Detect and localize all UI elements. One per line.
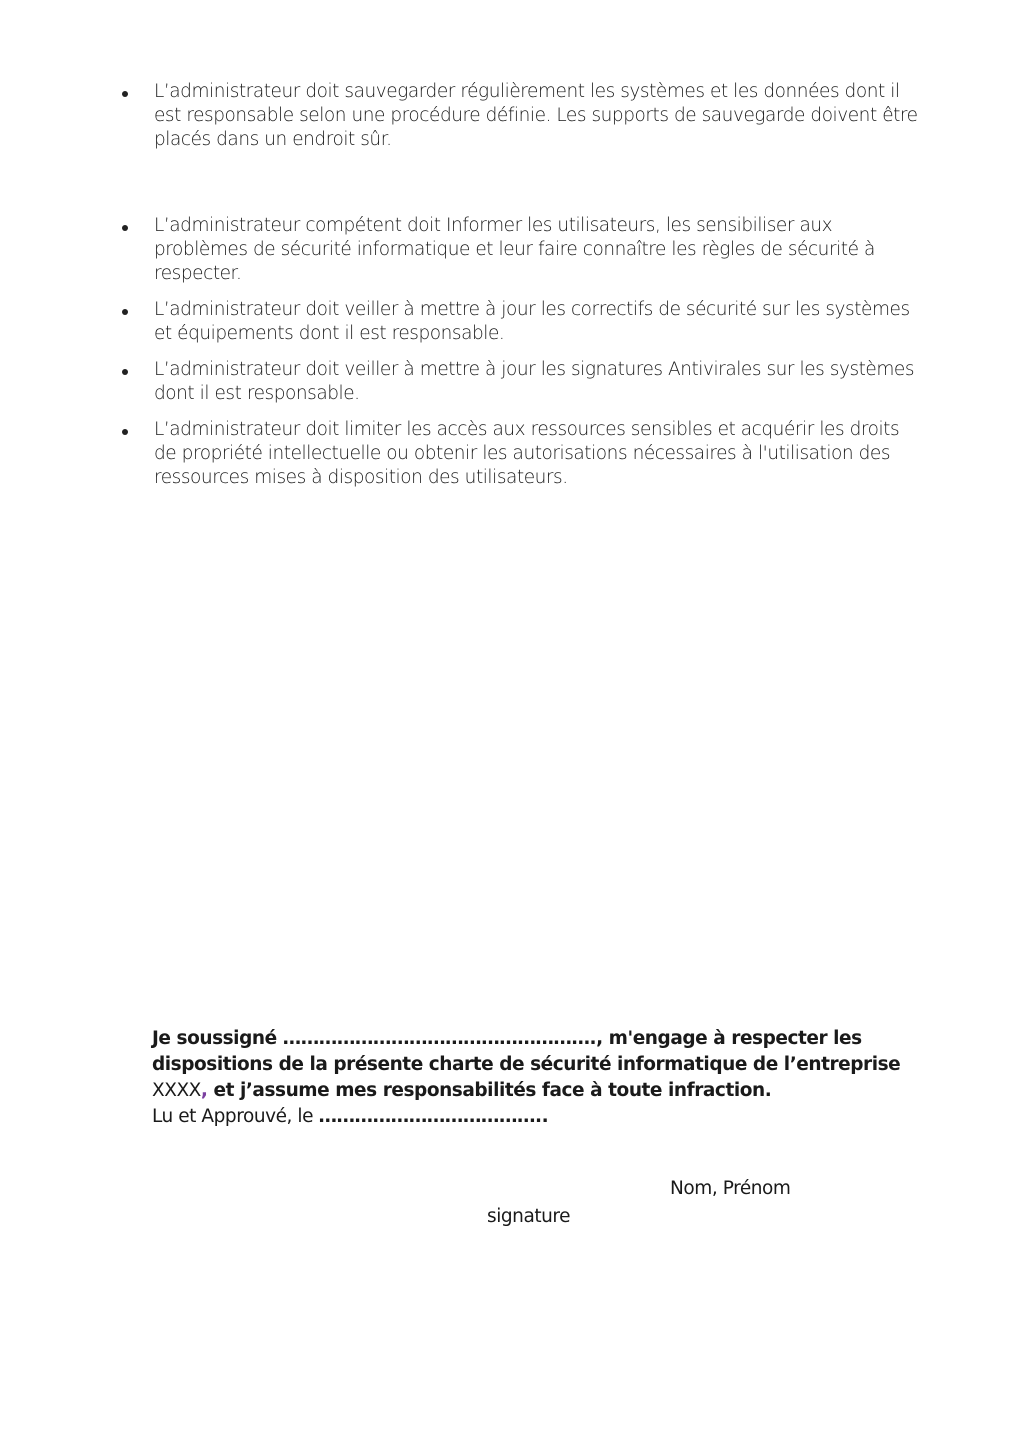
bullet-icon: [122, 225, 128, 231]
pledge-text-part1: Je soussigné ……………………………………………., m'engage à respecter les dispositions de la présente charte de sécurité informatique de l’entreprise: [152, 1028, 901, 1075]
pledge-comma: ,: [200, 1080, 208, 1101]
name-label: Nom, Prénom: [670, 1178, 791, 1199]
list-item-text: L’administrateur doit limiter les accès aux ressources sensibles et acquérir les droits de propriété intellectuelle ou obtenir les autorisations nécessaires à l'utilisation des ressources mises à disposition des utilisateurs.: [154, 419, 900, 488]
list-item-text: L’administrateur doit veiller à mettre à jour les signatures Antivirales sur les systèmes dont il est responsable.: [154, 359, 915, 404]
list-item-text: L’administrateur compétent doit Informer les utilisateurs, les sensibiliser aux problèmes de sécurité informatique et leur faire connaître les règles de sécurité à respecter.: [154, 215, 875, 284]
list-item: [118, 298, 918, 346]
list-item-text: L’administrateur doit sauvegarder régulièrement les systèmes et les données dont il est responsable selon une procédure définie. Les supports de sauvegarde doivent être placés dans un endroit sûr.: [154, 81, 918, 150]
company-placeholder: XXXX: [152, 1080, 201, 1101]
list-item: [118, 418, 918, 490]
pledge-text-part2: et j’assume mes responsabilités face à toute infraction.: [207, 1080, 772, 1101]
bullet-icon: [122, 309, 128, 315]
list-item: [118, 80, 918, 152]
read-approved-dots: ………………………………..: [318, 1106, 549, 1127]
bullet-icon: [122, 429, 128, 435]
list-item-text: L’administrateur doit veiller à mettre à jour les correctifs de sécurité sur les systèmes et équipements dont il est responsable.: [154, 299, 910, 344]
list-item: [118, 358, 918, 406]
bullet-icon: [122, 91, 128, 97]
bullet-list-bottom: [118, 214, 918, 502]
bullet-list-top: [118, 80, 918, 152]
read-approved-label: Lu et Approuvé, le: [152, 1106, 319, 1127]
pledge-statement: [152, 1026, 912, 1130]
list-item: [118, 214, 918, 286]
signature-label: signature: [487, 1206, 571, 1227]
bullet-icon: [122, 369, 128, 375]
